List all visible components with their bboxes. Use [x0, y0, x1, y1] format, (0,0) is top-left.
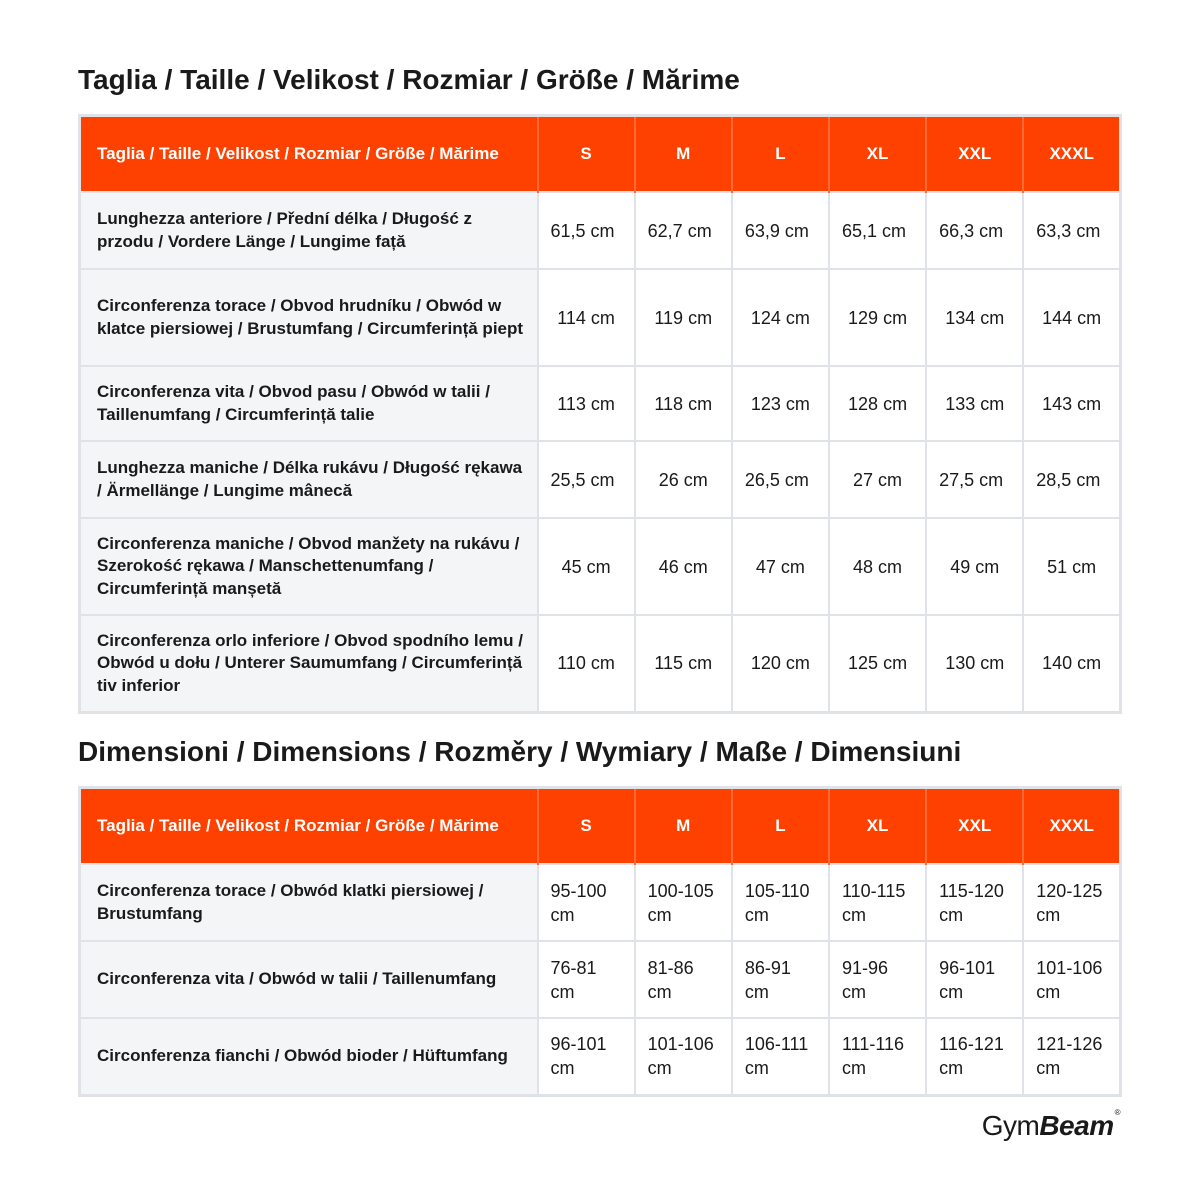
- gymbeam-logo: [982, 1110, 1120, 1142]
- row-label: Lunghezza anteriore / Přední délka / Długość z przodu / Vordere Länge / Lungime față: [80, 192, 538, 269]
- table-row: [80, 864, 1121, 941]
- row-label: Lunghezza maniche / Délka rukávu / Długość rękawa / Ärmellänge / Lungime mânecă: [80, 441, 538, 518]
- table-cell: 61,5 cm: [538, 192, 635, 269]
- table-cell: 26 cm: [635, 441, 732, 518]
- table-row: [80, 1018, 1121, 1095]
- table-cell: 81-86 cm: [635, 941, 732, 1018]
- table-cell: 119 cm: [635, 269, 732, 366]
- header-size-m: M: [635, 788, 732, 865]
- table-cell: 129 cm: [829, 269, 926, 366]
- header-size-xxl: XXL: [926, 788, 1023, 865]
- table-cell: 115-120 cm: [926, 864, 1023, 941]
- table-cell: 121-126 cm: [1023, 1018, 1120, 1095]
- table-cell: 143 cm: [1023, 366, 1120, 441]
- table-row: [80, 192, 1121, 269]
- size-chart-table: [78, 114, 1122, 714]
- table-cell: 115 cm: [635, 615, 732, 712]
- table-row: [80, 366, 1121, 441]
- table-cell: 49 cm: [926, 518, 1023, 615]
- table-cell: 101-106 cm: [635, 1018, 732, 1095]
- table-cell: 25,5 cm: [538, 441, 635, 518]
- table-cell: 100-105 cm: [635, 864, 732, 941]
- logo-text-bold: Beam: [1039, 1110, 1114, 1141]
- table-cell: 63,3 cm: [1023, 192, 1120, 269]
- table-cell: 130 cm: [926, 615, 1023, 712]
- table-header-row: [80, 116, 1121, 193]
- table-cell: 101-106 cm: [1023, 941, 1120, 1018]
- table-cell: 62,7 cm: [635, 192, 732, 269]
- table-cell: 120-125 cm: [1023, 864, 1120, 941]
- table-cell: 125 cm: [829, 615, 926, 712]
- header-size-xl: XL: [829, 116, 926, 193]
- header-size-xl: XL: [829, 788, 926, 865]
- table-cell: 51 cm: [1023, 518, 1120, 615]
- row-label: Circonferenza orlo inferiore / Obvod spodního lemu / Obwód u dołu / Unterer Saumumfang / Circumferință tiv inferior: [80, 615, 538, 712]
- table-cell: 134 cm: [926, 269, 1023, 366]
- table-cell: 128 cm: [829, 366, 926, 441]
- table-cell: 124 cm: [732, 269, 829, 366]
- table-cell: 133 cm: [926, 366, 1023, 441]
- table-cell: 116-121 cm: [926, 1018, 1023, 1095]
- table-cell: 65,1 cm: [829, 192, 926, 269]
- dimensions-title: Dimensioni / Dimensions / Rozměry / Wymiary / Maße / Dimensiuni: [78, 736, 962, 767]
- table-cell: 48 cm: [829, 518, 926, 615]
- table-cell: 47 cm: [732, 518, 829, 615]
- table-cell: 110-115 cm: [829, 864, 926, 941]
- table-cell: 120 cm: [732, 615, 829, 712]
- table-cell: 123 cm: [732, 366, 829, 441]
- header-label: Taglia / Taille / Velikost / Rozmiar / Größe / Mărime: [80, 116, 538, 193]
- table-cell: 66,3 cm: [926, 192, 1023, 269]
- table-cell: 96-101 cm: [538, 1018, 635, 1095]
- table-cell: 105-110 cm: [732, 864, 829, 941]
- header-size-xxxl: XXXL: [1023, 788, 1120, 865]
- table-row: [80, 518, 1121, 615]
- header-size-m: M: [635, 116, 732, 193]
- header-label: Taglia / Taille / Velikost / Rozmiar / Größe / Mărime: [80, 788, 538, 865]
- header-size-xxl: XXL: [926, 116, 1023, 193]
- table-row: [80, 269, 1121, 366]
- table-cell: 113 cm: [538, 366, 635, 441]
- table-header-row: [80, 788, 1121, 865]
- row-label: Circonferenza torace / Obwód klatki piersiowej / Brustumfang: [80, 864, 538, 941]
- table-cell: 76-81 cm: [538, 941, 635, 1018]
- row-label: Circonferenza vita / Obvod pasu / Obwód w talii / Taillenumfang / Circumferință talie: [80, 366, 538, 441]
- table-cell: 118 cm: [635, 366, 732, 441]
- table-cell: 63,9 cm: [732, 192, 829, 269]
- table-cell: 106-111 cm: [732, 1018, 829, 1095]
- table-row: [80, 615, 1121, 712]
- table-cell: 28,5 cm: [1023, 441, 1120, 518]
- table-cell: 140 cm: [1023, 615, 1120, 712]
- table-cell: 95-100 cm: [538, 864, 635, 941]
- dimensions-table: [78, 786, 1122, 1097]
- table-cell: 110 cm: [538, 615, 635, 712]
- table-cell: 45 cm: [538, 518, 635, 615]
- header-size-l: L: [732, 788, 829, 865]
- header-size-xxxl: XXXL: [1023, 116, 1120, 193]
- table-row: [80, 941, 1121, 1018]
- row-label: Circonferenza fianchi / Obwód bioder / Hüftumfang: [80, 1018, 538, 1095]
- row-label: Circonferenza torace / Obvod hrudníku / Obwód w klatce piersiowej / Brustumfang / Circumferință piept: [80, 269, 538, 366]
- table-cell: 111-116 cm: [829, 1018, 926, 1095]
- registered-mark: ®: [1114, 1108, 1120, 1117]
- table-cell: 27 cm: [829, 441, 926, 518]
- table-cell: 27,5 cm: [926, 441, 1023, 518]
- header-size-s: S: [538, 788, 635, 865]
- logo-text-light: Gym: [981, 1110, 1040, 1141]
- table-cell: 26,5 cm: [732, 441, 829, 518]
- header-size-s: S: [538, 116, 635, 193]
- table-cell: 114 cm: [538, 269, 635, 366]
- table-cell: 46 cm: [635, 518, 732, 615]
- row-label: Circonferenza maniche / Obvod manžety na rukávu / Szerokość rękawa / Manschettenumfang / Circumferință manșetă: [80, 518, 538, 615]
- table-cell: 91-96 cm: [829, 941, 926, 1018]
- header-size-l: L: [732, 116, 829, 193]
- table-cell: 86-91 cm: [732, 941, 829, 1018]
- row-label: Circonferenza vita / Obwód w talii / Taillenumfang: [80, 941, 538, 1018]
- table-cell: 144 cm: [1023, 269, 1120, 366]
- table-row: [80, 441, 1121, 518]
- table-cell: 96-101 cm: [926, 941, 1023, 1018]
- size-chart-title: Taglia / Taille / Velikost / Rozmiar / Größe / Mărime: [78, 64, 740, 95]
